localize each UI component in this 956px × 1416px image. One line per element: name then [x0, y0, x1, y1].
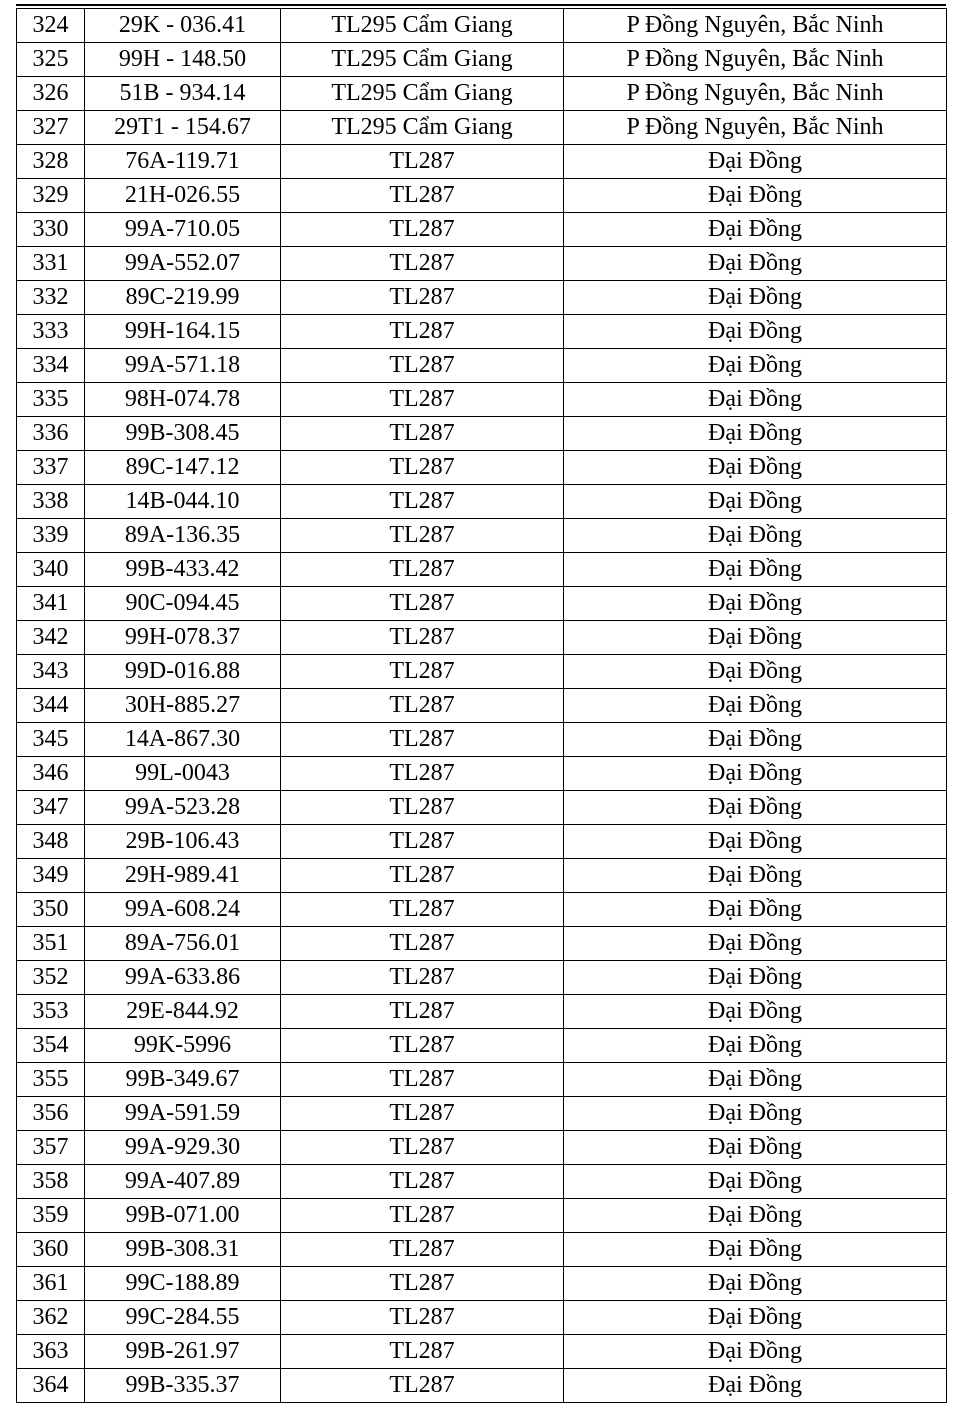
license-plate-cell: 99B-261.97	[85, 1335, 281, 1369]
row-number-cell: 329	[17, 179, 85, 213]
license-plate-cell: 99A-608.24	[85, 893, 281, 927]
row-number-cell: 350	[17, 893, 85, 927]
row-number-cell: 332	[17, 281, 85, 315]
road-cell: TL287	[281, 587, 564, 621]
row-number-cell: 333	[17, 315, 85, 349]
table-row	[17, 1301, 947, 1335]
license-plate-cell: 99A-407.89	[85, 1165, 281, 1199]
row-number-cell: 363	[17, 1335, 85, 1369]
table-row	[17, 927, 947, 961]
location-cell: Đại Đồng	[564, 1131, 947, 1165]
location-cell: Đại Đồng	[564, 1097, 947, 1131]
table-row	[17, 383, 947, 417]
road-cell: TL287	[281, 927, 564, 961]
row-number-cell: 361	[17, 1267, 85, 1301]
row-number-cell: 331	[17, 247, 85, 281]
road-cell: TL287	[281, 1335, 564, 1369]
location-cell: Đại Đồng	[564, 1267, 947, 1301]
table-row	[17, 485, 947, 519]
road-cell: TL287	[281, 451, 564, 485]
row-number-cell: 364	[17, 1369, 85, 1403]
table-row	[17, 587, 947, 621]
table-row	[17, 213, 947, 247]
road-cell: TL287	[281, 1097, 564, 1131]
row-number-cell: 328	[17, 145, 85, 179]
road-cell: TL287	[281, 179, 564, 213]
row-number-cell: 325	[17, 43, 85, 77]
road-cell: TL287	[281, 145, 564, 179]
road-cell: TL287	[281, 723, 564, 757]
license-plate-cell: 99B-308.31	[85, 1233, 281, 1267]
row-number-cell: 356	[17, 1097, 85, 1131]
license-plate-cell: 99D-016.88	[85, 655, 281, 689]
road-cell: TL287	[281, 553, 564, 587]
road-cell: TL287	[281, 1063, 564, 1097]
location-cell: Đại Đồng	[564, 349, 947, 383]
row-number-cell: 341	[17, 587, 85, 621]
table-row	[17, 145, 947, 179]
road-cell: TL287	[281, 825, 564, 859]
license-plate-cell: 29K - 036.41	[85, 9, 281, 43]
table-row	[17, 859, 947, 893]
table-row	[17, 1233, 947, 1267]
road-cell: TL287	[281, 519, 564, 553]
table-row	[17, 553, 947, 587]
license-plate-cell: 99A-929.30	[85, 1131, 281, 1165]
location-cell: P Đồng Nguyên, Bắc Ninh	[564, 111, 947, 145]
license-plate-cell: 51B - 934.14	[85, 77, 281, 111]
road-cell: TL295 Cẩm Giang	[281, 111, 564, 145]
road-cell: TL287	[281, 961, 564, 995]
row-number-cell: 336	[17, 417, 85, 451]
road-cell: TL287	[281, 1165, 564, 1199]
row-number-cell: 360	[17, 1233, 85, 1267]
license-plate-cell: 99H - 148.50	[85, 43, 281, 77]
location-cell: Đại Đồng	[564, 451, 947, 485]
row-number-cell: 349	[17, 859, 85, 893]
table-row	[17, 1063, 947, 1097]
table-row	[17, 825, 947, 859]
table-row	[17, 1369, 947, 1403]
table-row	[17, 1029, 947, 1063]
road-cell: TL287	[281, 247, 564, 281]
road-cell: TL287	[281, 349, 564, 383]
location-cell: Đại Đồng	[564, 1165, 947, 1199]
table-row	[17, 349, 947, 383]
table-row	[17, 893, 947, 927]
license-plate-cell: 29E-844.92	[85, 995, 281, 1029]
row-number-cell: 353	[17, 995, 85, 1029]
table-row	[17, 1199, 947, 1233]
license-plate-cell: 99H-078.37	[85, 621, 281, 655]
table-row	[17, 111, 947, 145]
table-row	[17, 1335, 947, 1369]
row-number-cell: 338	[17, 485, 85, 519]
license-plate-cell: 30H-885.27	[85, 689, 281, 723]
license-plate-cell: 14A-867.30	[85, 723, 281, 757]
road-cell: TL287	[281, 1233, 564, 1267]
table-row	[17, 621, 947, 655]
road-cell: TL287	[281, 485, 564, 519]
road-cell: TL287	[281, 383, 564, 417]
location-cell: Đại Đồng	[564, 519, 947, 553]
table-body	[17, 9, 947, 1403]
row-number-cell: 355	[17, 1063, 85, 1097]
row-number-cell: 358	[17, 1165, 85, 1199]
license-plate-cell: 99B-349.67	[85, 1063, 281, 1097]
license-plate-cell: 76A-119.71	[85, 145, 281, 179]
table-row	[17, 281, 947, 315]
road-cell: TL287	[281, 791, 564, 825]
location-cell: Đại Đồng	[564, 145, 947, 179]
row-number-cell: 334	[17, 349, 85, 383]
license-plate-cell: 90C-094.45	[85, 587, 281, 621]
location-cell: Đại Đồng	[564, 213, 947, 247]
table-row	[17, 77, 947, 111]
road-cell: TL287	[281, 995, 564, 1029]
license-plate-cell: 99K-5996	[85, 1029, 281, 1063]
location-cell: Đại Đồng	[564, 1029, 947, 1063]
road-cell: TL287	[281, 1369, 564, 1403]
license-plate-cell: 99A-552.07	[85, 247, 281, 281]
road-cell: TL287	[281, 417, 564, 451]
location-cell: Đại Đồng	[564, 485, 947, 519]
road-cell: TL287	[281, 655, 564, 689]
license-plate-cell: 29T1 - 154.67	[85, 111, 281, 145]
license-plate-cell: 99A-523.28	[85, 791, 281, 825]
location-cell: Đại Đồng	[564, 1369, 947, 1403]
row-number-cell: 351	[17, 927, 85, 961]
license-plate-cell: 89C-147.12	[85, 451, 281, 485]
location-cell: Đại Đồng	[564, 723, 947, 757]
table-row	[17, 791, 947, 825]
table-top-rule	[16, 4, 946, 6]
table-row	[17, 417, 947, 451]
row-number-cell: 346	[17, 757, 85, 791]
road-cell: TL287	[281, 1199, 564, 1233]
location-cell: Đại Đồng	[564, 927, 947, 961]
table-row	[17, 9, 947, 43]
license-plate-cell: 99B-335.37	[85, 1369, 281, 1403]
table-row	[17, 1097, 947, 1131]
location-cell: P Đồng Nguyên, Bắc Ninh	[564, 43, 947, 77]
row-number-cell: 327	[17, 111, 85, 145]
location-cell: Đại Đồng	[564, 587, 947, 621]
row-number-cell: 335	[17, 383, 85, 417]
location-cell: Đại Đồng	[564, 655, 947, 689]
license-plate-cell: 99B-071.00	[85, 1199, 281, 1233]
row-number-cell: 342	[17, 621, 85, 655]
vehicle-records-table	[16, 8, 947, 1403]
location-cell: Đại Đồng	[564, 1301, 947, 1335]
location-cell: Đại Đồng	[564, 1063, 947, 1097]
location-cell: Đại Đồng	[564, 961, 947, 995]
location-cell: Đại Đồng	[564, 621, 947, 655]
table-row	[17, 247, 947, 281]
row-number-cell: 344	[17, 689, 85, 723]
location-cell: Đại Đồng	[564, 281, 947, 315]
license-plate-cell: 29H-989.41	[85, 859, 281, 893]
table-row	[17, 995, 947, 1029]
row-number-cell: 357	[17, 1131, 85, 1165]
table-row	[17, 723, 947, 757]
location-cell: Đại Đồng	[564, 247, 947, 281]
license-plate-cell: 99C-284.55	[85, 1301, 281, 1335]
row-number-cell: 345	[17, 723, 85, 757]
license-plate-cell: 99A-710.05	[85, 213, 281, 247]
location-cell: P Đồng Nguyên, Bắc Ninh	[564, 77, 947, 111]
table-row	[17, 961, 947, 995]
row-number-cell: 354	[17, 1029, 85, 1063]
location-cell: Đại Đồng	[564, 179, 947, 213]
location-cell: Đại Đồng	[564, 383, 947, 417]
license-plate-cell: 29B-106.43	[85, 825, 281, 859]
table-row	[17, 179, 947, 213]
location-cell: P Đồng Nguyên, Bắc Ninh	[564, 9, 947, 43]
road-cell: TL287	[281, 1267, 564, 1301]
license-plate-cell: 99L-0043	[85, 757, 281, 791]
license-plate-cell: 14B-044.10	[85, 485, 281, 519]
row-number-cell: 330	[17, 213, 85, 247]
table-row	[17, 315, 947, 349]
location-cell: Đại Đồng	[564, 893, 947, 927]
row-number-cell: 352	[17, 961, 85, 995]
license-plate-cell: 98H-074.78	[85, 383, 281, 417]
row-number-cell: 348	[17, 825, 85, 859]
table-row	[17, 1131, 947, 1165]
license-plate-cell: 99C-188.89	[85, 1267, 281, 1301]
license-plate-cell: 99B-433.42	[85, 553, 281, 587]
row-number-cell: 347	[17, 791, 85, 825]
road-cell: TL287	[281, 621, 564, 655]
road-cell: TL287	[281, 1029, 564, 1063]
road-cell: TL287	[281, 213, 564, 247]
license-plate-cell: 89A-136.35	[85, 519, 281, 553]
location-cell: Đại Đồng	[564, 995, 947, 1029]
location-cell: Đại Đồng	[564, 1233, 947, 1267]
license-plate-cell: 99A-633.86	[85, 961, 281, 995]
location-cell: Đại Đồng	[564, 1199, 947, 1233]
location-cell: Đại Đồng	[564, 315, 947, 349]
row-number-cell: 359	[17, 1199, 85, 1233]
license-plate-cell: 99B-308.45	[85, 417, 281, 451]
license-plate-cell: 99A-571.18	[85, 349, 281, 383]
license-plate-cell: 21H-026.55	[85, 179, 281, 213]
road-cell: TL287	[281, 757, 564, 791]
table-row	[17, 1165, 947, 1199]
row-number-cell: 343	[17, 655, 85, 689]
road-cell: TL295 Cẩm Giang	[281, 9, 564, 43]
location-cell: Đại Đồng	[564, 859, 947, 893]
location-cell: Đại Đồng	[564, 553, 947, 587]
road-cell: TL295 Cẩm Giang	[281, 43, 564, 77]
table-row	[17, 1267, 947, 1301]
row-number-cell: 339	[17, 519, 85, 553]
location-cell: Đại Đồng	[564, 689, 947, 723]
license-plate-cell: 89C-219.99	[85, 281, 281, 315]
location-cell: Đại Đồng	[564, 757, 947, 791]
road-cell: TL287	[281, 859, 564, 893]
road-cell: TL287	[281, 281, 564, 315]
table-row	[17, 451, 947, 485]
table-row	[17, 519, 947, 553]
location-cell: Đại Đồng	[564, 791, 947, 825]
road-cell: TL287	[281, 1131, 564, 1165]
road-cell: TL287	[281, 893, 564, 927]
table-row	[17, 43, 947, 77]
row-number-cell: 324	[17, 9, 85, 43]
row-number-cell: 326	[17, 77, 85, 111]
table-row	[17, 757, 947, 791]
license-plate-cell: 89A-756.01	[85, 927, 281, 961]
road-cell: TL287	[281, 689, 564, 723]
location-cell: Đại Đồng	[564, 1335, 947, 1369]
license-plate-cell: 99H-164.15	[85, 315, 281, 349]
road-cell: TL287	[281, 315, 564, 349]
location-cell: Đại Đồng	[564, 417, 947, 451]
table-row	[17, 655, 947, 689]
table-row	[17, 689, 947, 723]
location-cell: Đại Đồng	[564, 825, 947, 859]
road-cell: TL287	[281, 1301, 564, 1335]
license-plate-cell: 99A-591.59	[85, 1097, 281, 1131]
row-number-cell: 337	[17, 451, 85, 485]
row-number-cell: 340	[17, 553, 85, 587]
road-cell: TL295 Cẩm Giang	[281, 77, 564, 111]
row-number-cell: 362	[17, 1301, 85, 1335]
